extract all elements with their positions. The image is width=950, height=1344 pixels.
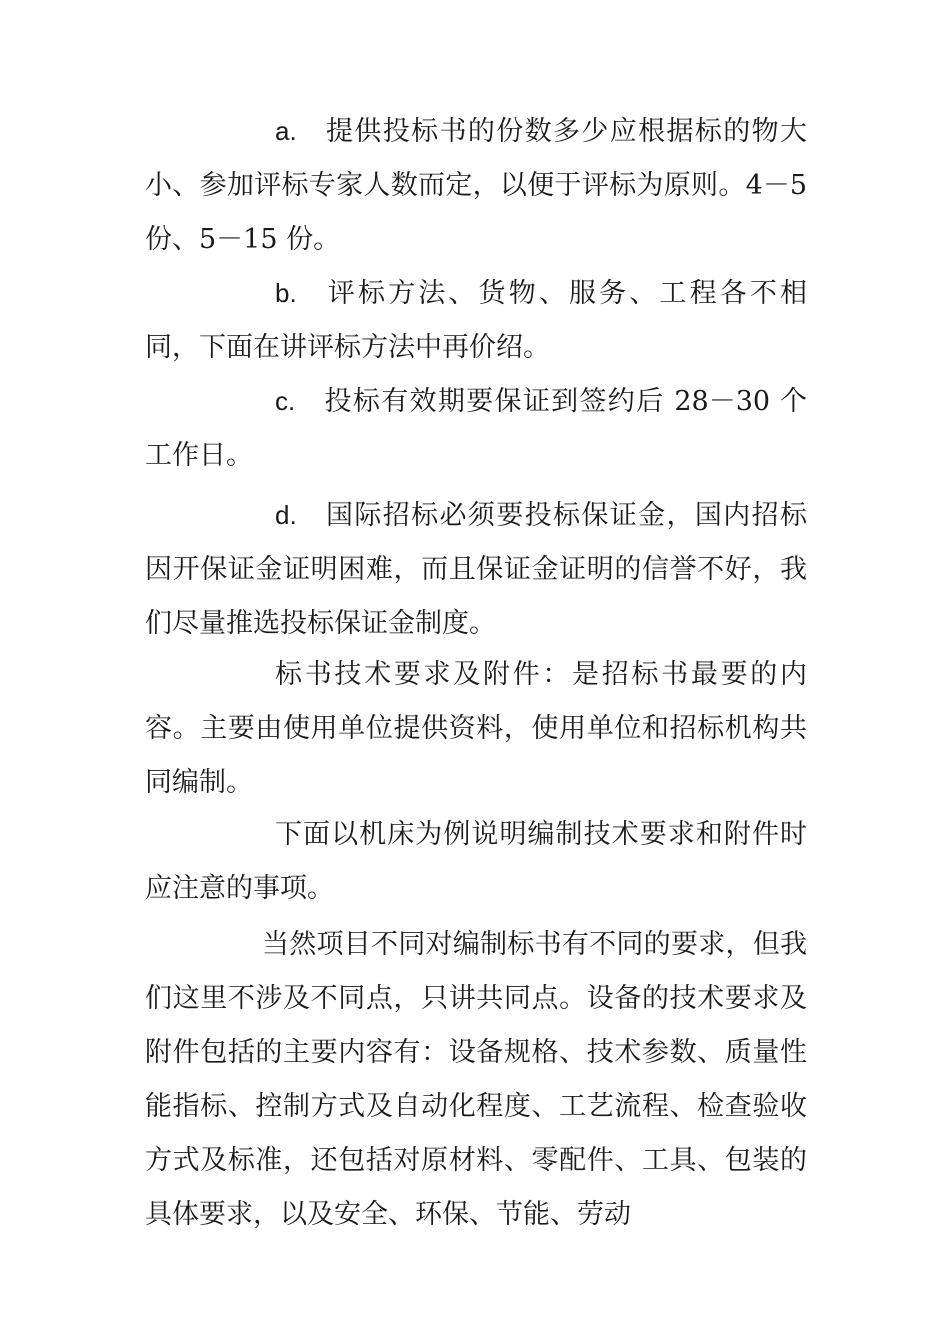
paragraph-text: 提供投标书的份数多少应根据标的物大小、参加评标专家人数而定，以便于评标为原则。4－5 份、5－15 份。 [145,116,807,255]
paragraph-tech-requirements [145,648,807,810]
paragraph-text: 当然项目不同对编制标书有不同的要求，但我们这里不涉及不同点，只讲共同点。设备的技术要求及附件包括的主要内容有：设备规格、技术参数、质量性能指标、控制方式及自动化程度、工艺流程、检查验收方式及标准，还包括对原材料、零配件、工具、包装的具体要求，以及安全、环保、节能、劳动 [145,929,807,1230]
item-marker: a. [275,116,297,146]
item-marker: b. [275,278,297,308]
paragraph-machine-example [145,808,807,916]
paragraph-a [145,104,807,267]
item-marker: c. [275,386,296,416]
paragraph-text: 投标有效期要保证到签约后 28－30 个工作日。 [145,386,807,471]
paragraph-c [145,374,807,483]
paragraph-text: 评标方法、货物、服务、工程各不相同，下面在讲评标方法中再价绍。 [145,278,807,363]
paragraph-d [145,488,807,651]
paragraph-text: 标书技术要求及附件：是招标书最要的内容。主要由使用单位提供资料，使用单位和招标机构共同编制。 [145,659,807,798]
paragraph-text: 国际招标必须要投标保证金，国内招标因开保证金证明困难，而且保证金证明的信誉不好，我们尽量推选投标保证金制度。 [145,500,807,639]
paragraph-common-points [145,918,807,1242]
paragraph-b [145,266,807,375]
paragraph-text: 下面以机床为例说明编制技术要求和附件时应注意的事项。 [145,819,807,904]
item-marker: d. [275,500,297,530]
